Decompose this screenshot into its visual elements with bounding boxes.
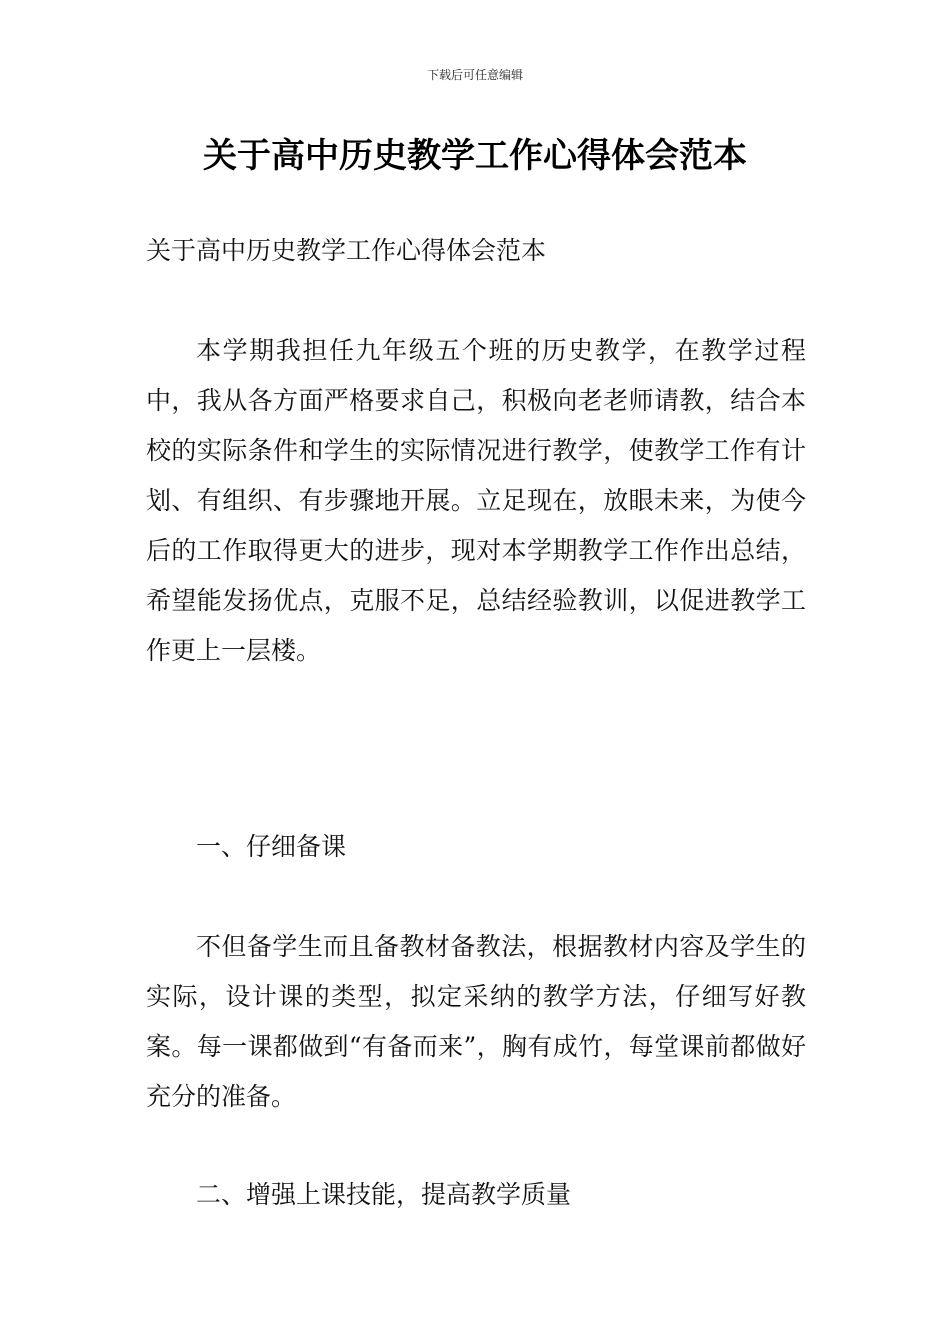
- section-heading-1: 一、仔细备课: [196, 832, 347, 861]
- header-note: 下载后可任意编辑: [426, 68, 523, 82]
- intro-paragraph: 本学期我担任九年级五个班的历史教学，在教学过程中，我从各方面严格要求自己，积极向老老师请教，结合本校的实际条件和学生的实际情况进行教学，使教学工作有计划、有组织、有步骤地开展。立足现在，放眼未来，为使今后的工作取得更大的进步，现对本学期教学工作作出总结，希望能发扬优点，克服不足，总结经验教训，以促进教学工作更上一层楼。: [146, 336, 806, 665]
- section-1-paragraph: 不但备学生而且备教材备教法，根据教材内容及学生的实际，设计课的类型，拟定采纳的教学方法，仔细写好教案。每一课都做到“有备而来”，胸有成竹，每堂课前都做好充分的准备。: [146, 932, 806, 1111]
- document-title: 关于高中历史教学工作心得体会范本: [203, 136, 747, 176]
- section-heading-2: 二、增强上课技能，提高教学质量: [196, 1180, 572, 1209]
- document-subtitle: 关于高中历史教学工作心得体会范本: [146, 236, 547, 265]
